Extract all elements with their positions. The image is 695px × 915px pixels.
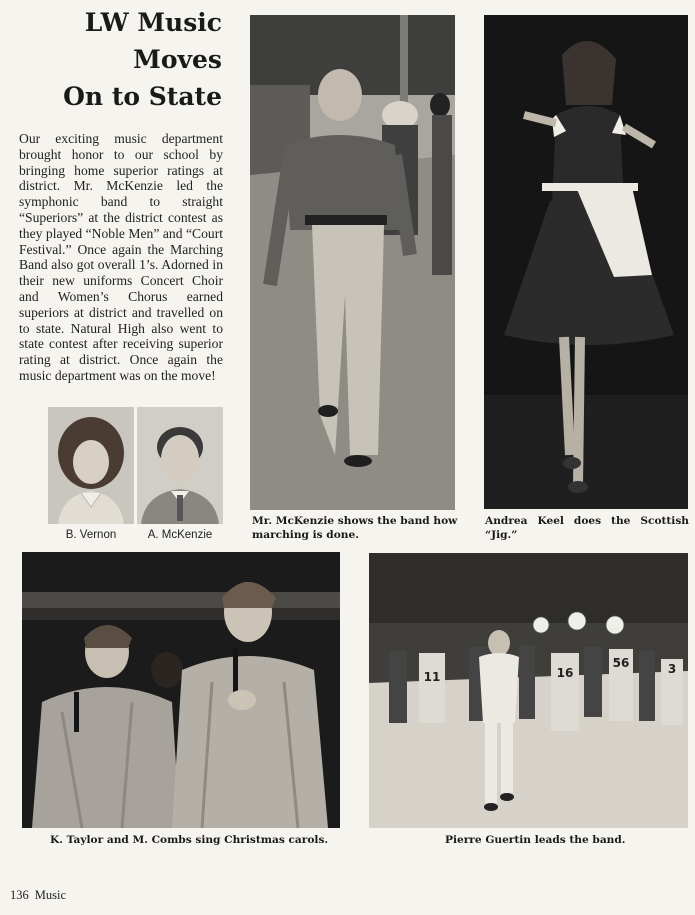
headline-line-2: Moves: [133, 45, 222, 74]
mckenzie-marching-photo: [250, 15, 455, 510]
portrait-label-vernon: B. Vernon: [65, 529, 117, 541]
band-jersey-number: 16: [556, 666, 574, 680]
guertin-band-photo: [369, 553, 688, 828]
page-headline: [30, 4, 222, 115]
portrait-vernon-photo: [48, 407, 134, 524]
headline-line-1: LW Music: [84, 8, 222, 37]
headline-line-3: On to State: [63, 82, 222, 111]
choir-carols-photo: [22, 552, 340, 828]
article-body: Our exciting music department brought honor to our school by bringing home superior ratings at district. Mr. McKenzie led the symphonic band to straight “Superiors” at the district contest as they played “Noble Men” and “Court Festival.” Once again the Marching Band also got overall 1’s. Adorned in their new uniforms Concert Choir and Women’s Chorus earned superiors at district and travelled on to state. Natural High also went to state contest after receiving superior rating at district. Once again the music department was on the move!: [19, 131, 223, 383]
caption-choir: K. Taylor and M. Combs sing Christmas carols.: [50, 834, 329, 846]
portrait-mckenzie-photo: [137, 407, 223, 524]
caption-mckenzie: Mr. McKenzie shows the band how marching is done.: [252, 515, 458, 541]
band-jersey-number: 11: [423, 670, 441, 684]
caption-guertin: Pierre Guertin leads the band.: [445, 834, 626, 846]
portrait-label-mckenzie: A. McKenzie: [147, 529, 213, 541]
caption-keel: Andrea Keel does the Scottish “Jig.”: [485, 515, 689, 541]
page-number: 136: [10, 888, 29, 902]
band-jersey-number: 56: [612, 656, 630, 670]
band-jersey-number: 3: [667, 662, 677, 676]
section-name: Music: [34, 888, 66, 902]
keel-jig-photo: [484, 15, 688, 509]
page-footer: [10, 888, 66, 903]
